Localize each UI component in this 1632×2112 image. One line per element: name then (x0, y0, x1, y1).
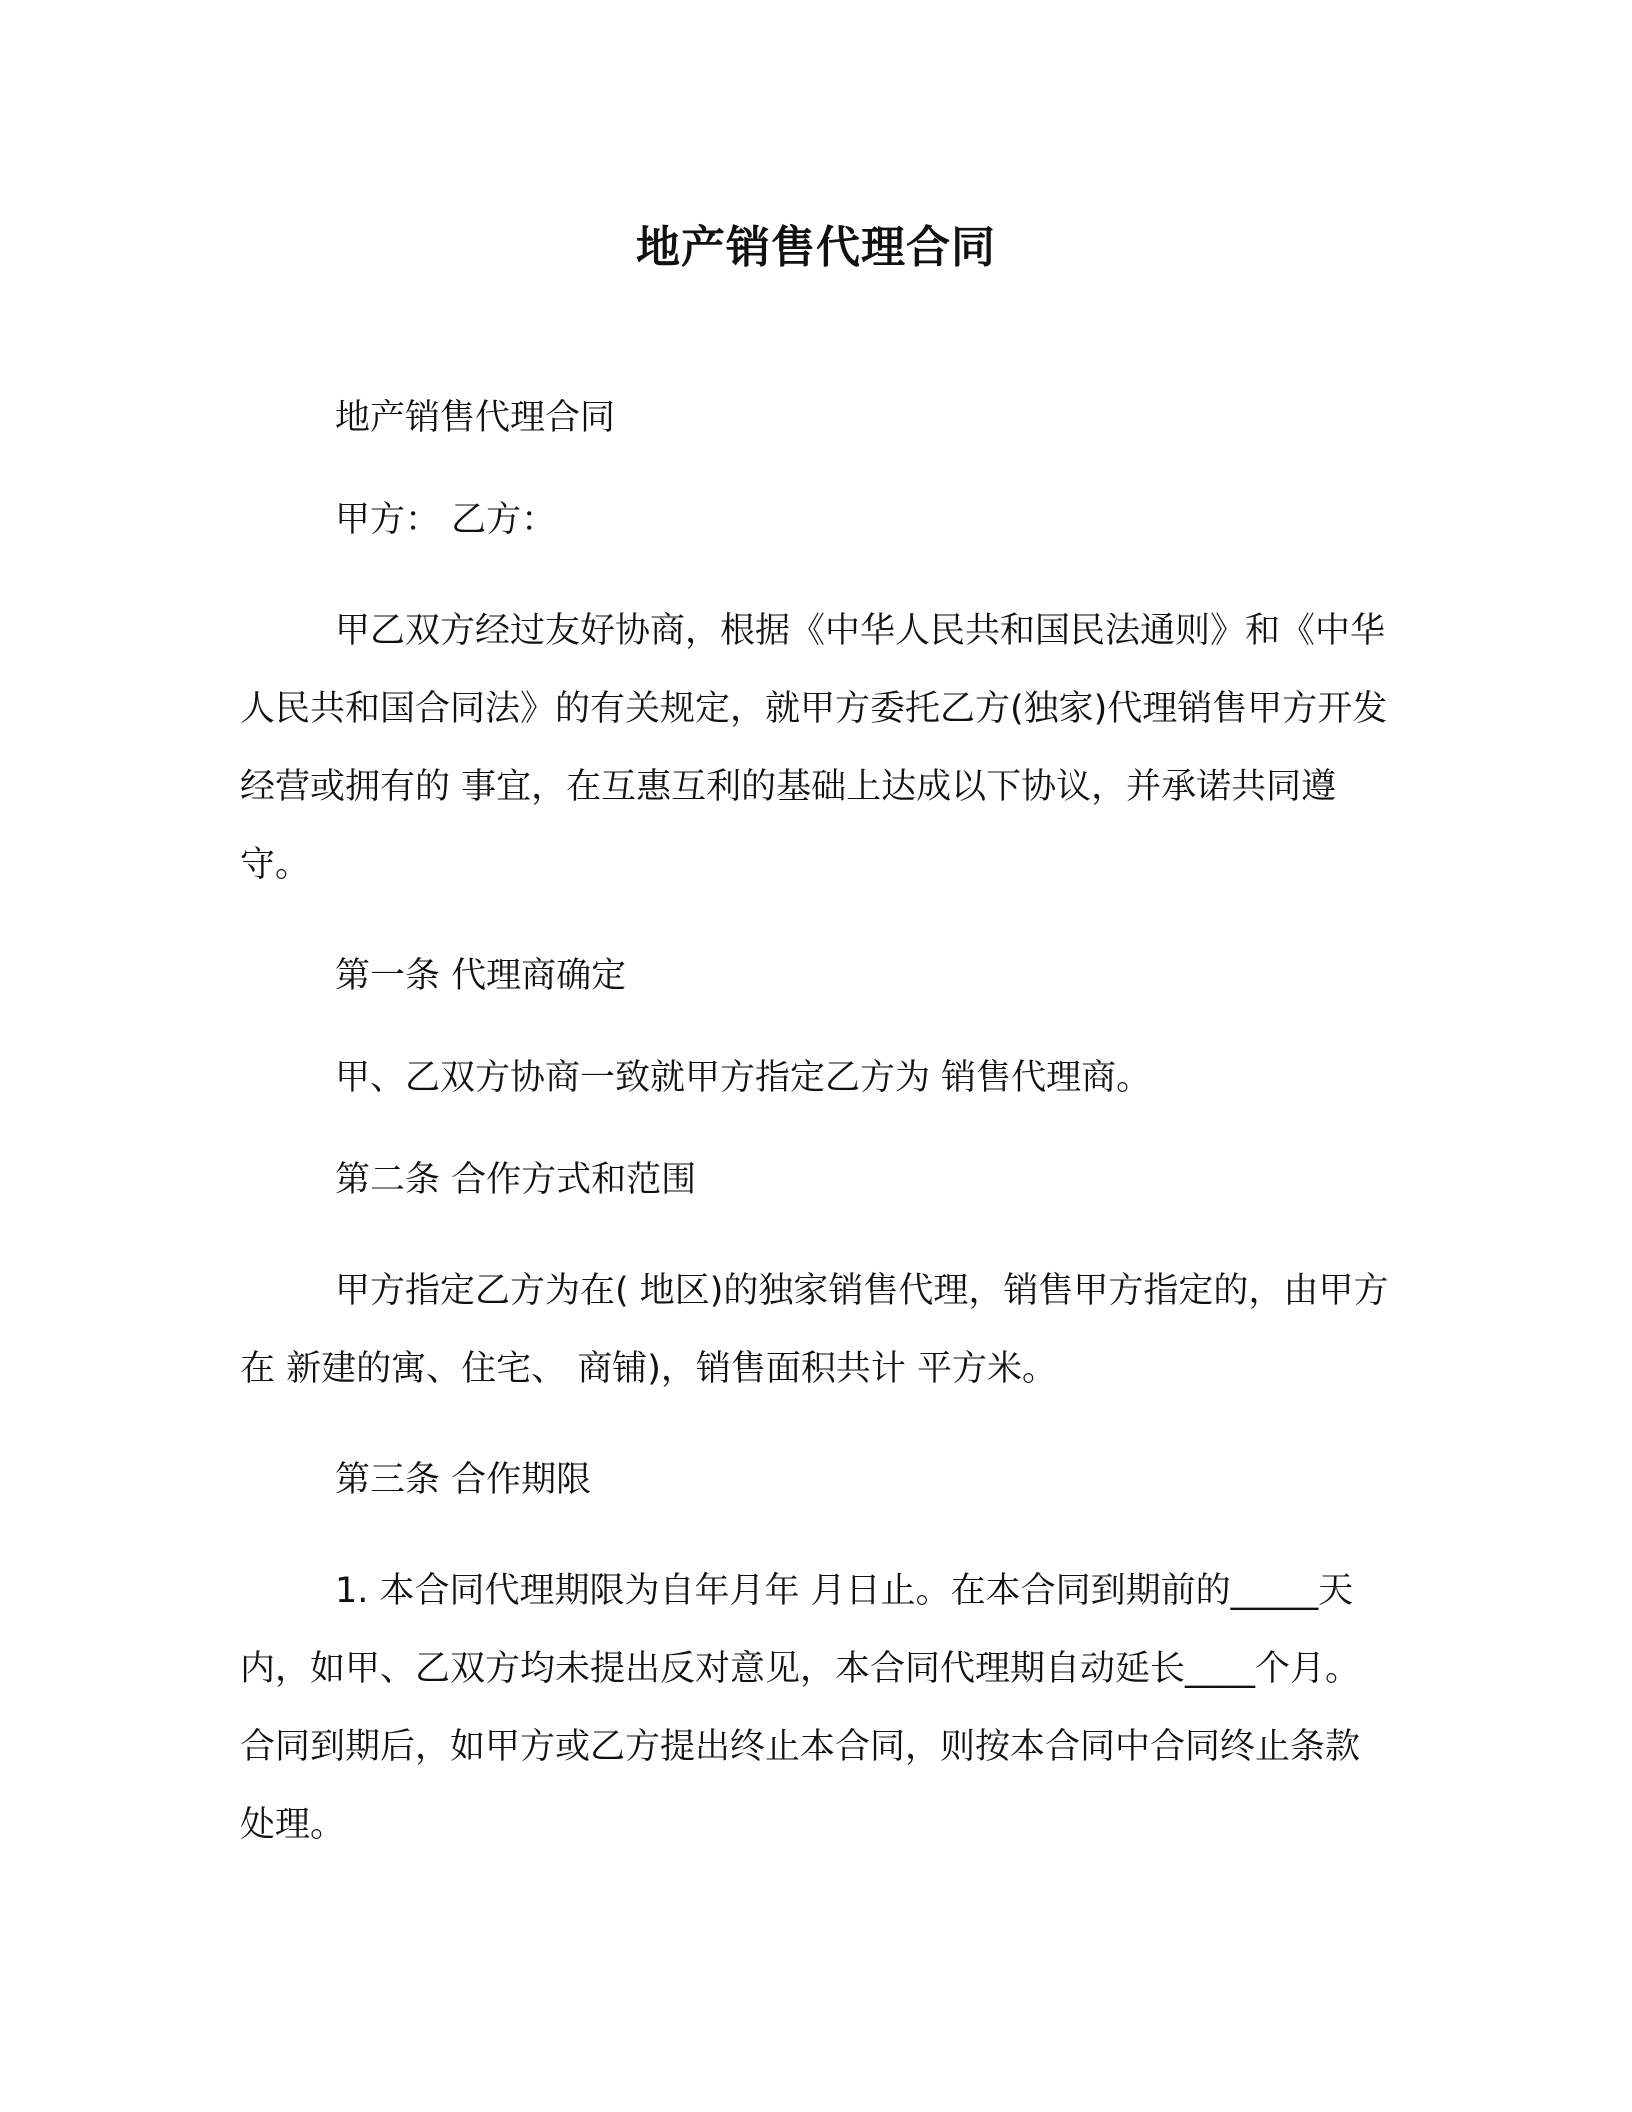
parties-paragraph: 甲方： 乙方： (335, 500, 557, 540)
article-1-body: 甲、乙双方协商一致就甲方指定乙方为 销售代理商。 (335, 1058, 1152, 1098)
document-body (240, 388, 1390, 1906)
subtitle-paragraph: 地产销售代理合同 (335, 398, 616, 438)
document-title: 地产销售代理合同 (636, 222, 996, 273)
article-2-heading: 第二条 合作方式和范围 (335, 1160, 697, 1200)
article-2-body: 甲方指定乙方为在( 地区)的独家销售代理，销售甲方指定的，由甲方在 新建的寓、住宅、 商铺)，销售面积共计 平方米。 (240, 1271, 1389, 1389)
article-3-heading: 第三条 合作期限 (335, 1460, 592, 1500)
preamble-paragraph: 甲乙双方经过友好协商，根据《中华人民共和国民法通则》和《中华人民共和国合同法》的有关规定，就甲方委托乙方(独家)代理销售甲方开发经营或拥有的 事宜，在互惠互利的基础上达成以下协议，并承诺共同遵守。 (240, 611, 1388, 885)
article-3-clause-1: 1. 本合同代理期限为自年月年 月日止。在本合同到期前的_____天内，如甲、乙双方均未提出反对意见，本合同代理期自动延长____个月。合同到期后，如甲方或乙方提出终止本合同，则按本合同中合同终止条款处理。 (240, 1571, 1361, 1845)
article-1-heading: 第一条 代理商确定 (335, 956, 627, 996)
